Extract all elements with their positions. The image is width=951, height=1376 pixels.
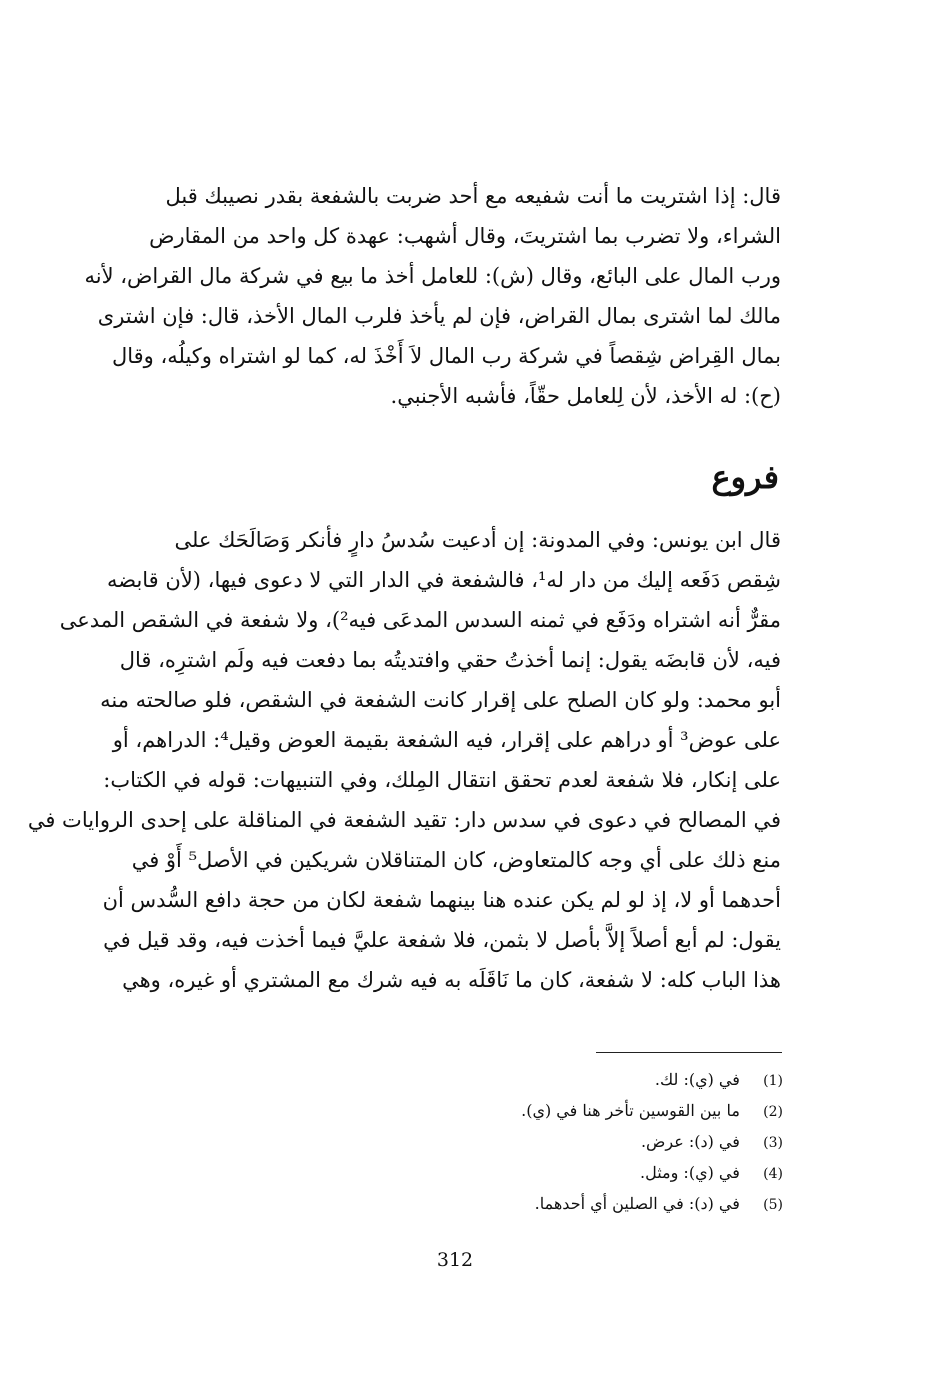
footnote-number: (3) bbox=[763, 1135, 783, 1151]
text-line: شِقص دَفَعه إليك من دار له¹، فالشفعة في الدار التي لا دعوى فيها، (لأن قابضه bbox=[106, 568, 781, 592]
text-line: ورب المال على البائع، وقال (ش): للعامل أخذ ما بيع في شركة مال القراض، لأنه bbox=[84, 264, 781, 288]
footnote-text: في (د): عرض. bbox=[640, 1132, 740, 1151]
footnote-item bbox=[313, 1157, 783, 1188]
text-line: بمال القِراض شِقصاً في شركة رب المال لاَ أَخْذَ له، كما لو اشتراه وكيلُه، وقال bbox=[111, 344, 781, 368]
text-line: منع ذلك على أي وجه كالمتعاوض، كان المتناقلان شريكين في الأصل⁵ أَوْ في bbox=[131, 848, 781, 872]
text-line: هذا الباب كله: لا شفعة، كان ما نَاقَلَه به فيه شرك مع المشتري أو غيره، وهي bbox=[122, 968, 781, 992]
text-line: أحدهما أو لا، إذ لو لم يكن عنده هنا بينهما شفعة لكان من حجة دافع السُّدس أن bbox=[102, 888, 781, 912]
footnote-text: في (ي): ومثل. bbox=[640, 1163, 740, 1182]
text-line: على عوض³ أو دراهم على إقرار، فيه الشفعة بقيمة العوض وقيل⁴: الدراهم، أو bbox=[112, 728, 781, 752]
text-line: يقول: لم أبع أصلاً إلاَّ بأصل لا بثمن، فلا شفعة عليَّ فيما أخذت فيه، وقد قيل في bbox=[103, 928, 781, 952]
footnote-text: ما بين القوسين تأخر هنا في (ي). bbox=[521, 1101, 740, 1120]
footnotes bbox=[313, 1064, 783, 1219]
footnote-number: (1) bbox=[763, 1073, 783, 1089]
footnote-item bbox=[313, 1188, 783, 1219]
page-number: 312 bbox=[436, 1249, 474, 1271]
footnote-number: (5) bbox=[763, 1197, 783, 1213]
paragraph-2 bbox=[27, 520, 781, 1000]
footnote-item bbox=[313, 1126, 783, 1157]
footnote-item bbox=[313, 1064, 783, 1095]
text-line: (ح): له الأخذ، لأن لِلعامل حقّاً، فأشبه الأجنبي. bbox=[390, 384, 781, 408]
paragraph-1 bbox=[84, 176, 781, 416]
footnote-divider bbox=[596, 1052, 782, 1053]
footnote-number: (4) bbox=[763, 1166, 783, 1182]
text-line: في المصالح في دعوى في سدس دار: تقيد الشفعة في المناقلة على إحدى الروايات في bbox=[27, 808, 781, 832]
text-line: مالك لما اشترى بمال القراض، فإن لم يأخذ فلرب المال الأخذ، قال: فإن اشترى bbox=[97, 304, 781, 328]
text-line: مقرٌّ أنه اشتراه ودَفَع في ثمنه السدس المدعَى فيه²)، ولا شفعة في الشقص المدعى bbox=[59, 608, 781, 632]
text-line: على إنكار، فلا شفعة لعدم تحقق انتقال المِلك، وفي التنبيهات: قوله في الكتاب: bbox=[103, 768, 781, 792]
text-line: قال: إذا اشتريت ما أنت شفيعه مع أحد ضربت بالشفعة بقدر نصيبك قبل bbox=[165, 184, 781, 208]
text-line: قال ابن يونس: وفي المدونة: إن أدعيت سُدسُ دارٍ فأنكر وَصَالَحَك على bbox=[174, 528, 781, 552]
footnote-number: (2) bbox=[763, 1104, 783, 1120]
footnote-text: في (د): في الصلين أي أحدهما. bbox=[534, 1194, 740, 1213]
footnote-text: في (ي): لك. bbox=[654, 1070, 740, 1089]
footnote-item bbox=[313, 1095, 783, 1126]
text-line: فيه، لأن قابضَه يقول: إنما أخذتُ حقي وافتديتُه بما دفعت فيه ولَم اشترِه، قال bbox=[119, 648, 781, 672]
text-line: أبو محمد: ولو كان الصلح على إقرار كانت الشفعة في الشقص، فلو صالحته منه bbox=[100, 688, 781, 712]
section-heading: فروع bbox=[711, 458, 779, 496]
text-line: الشراء، ولا تضرب بما اشتريتَ، وقال أشهب: عهدة كل واحد من المقارض bbox=[149, 224, 781, 248]
